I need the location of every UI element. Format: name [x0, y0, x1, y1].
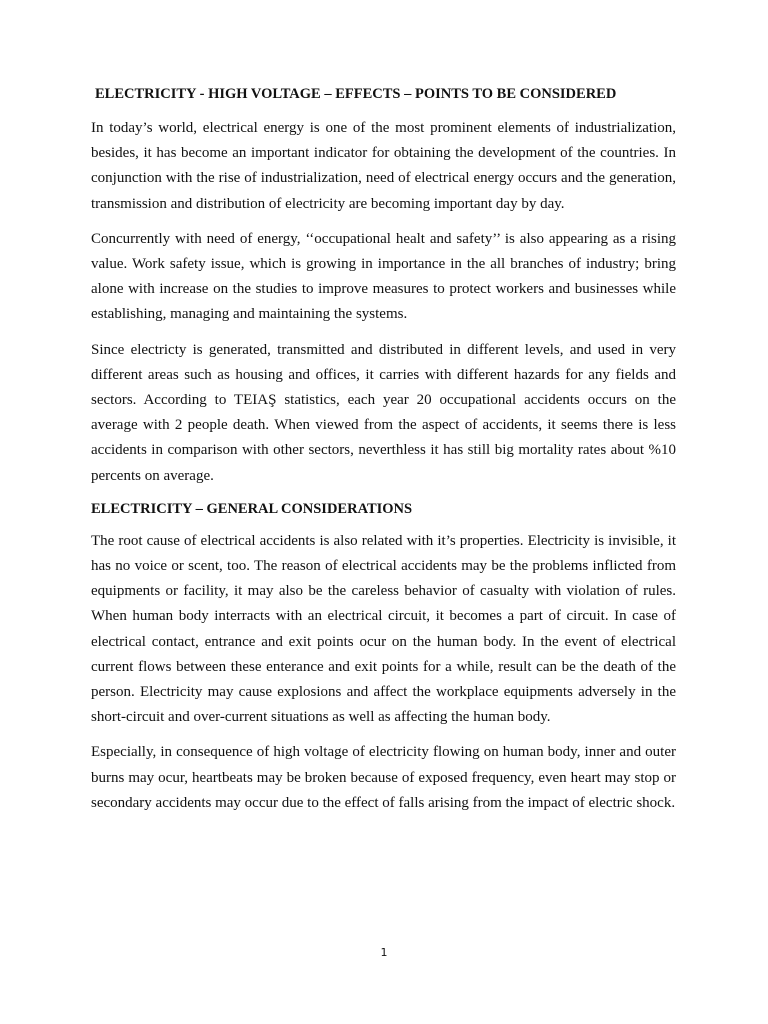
paragraph-industrialization: In today’s world, electrical energy is one of the most prominent elements of industrialization, besides, it has become an important indicator for obtaining the development of the countries. In conjunction with the rise of industrialization, need of electrical energy occurs and the generation, transmission and distribution of electricity are becoming important day by day.	[91, 120, 676, 212]
page-number: 1	[380, 946, 388, 959]
paragraph-root-cause: The root cause of electrical accidents is also related with it’s properties. Electricity is invisible, it has no voice or scent, too. The reason of electrical accidents may be the problems inflicted from equipments or facility, it may also be the careless behavior of casualty with violation of rules. When human body interracts with an electrical circuit, it becomes a part of circuit. In case of electrical contact, entrance and exit points ocur on the human body. In the event of electrical current flows between these enterance and exit points for a while, result can be the death of the person. Electricity may cause explosions and affect the workplace equipments adversely in the short-circuit and over-current situations as well as affecting the human body.	[91, 532, 676, 726]
paragraph-high-voltage-effects: Especially, in consequence of high voltage of electricity flowing on human body, inner and outer burns may ocur, heartbeats may be broken because of exposed frequency, even heart may stop or secondary accidents may occur due to the effect of falls arising from the impact of electric shock.	[91, 744, 676, 811]
paragraph-statistics: Since electricty is generated, transmitted and distributed in different levels, and used in very different areas such as housing and offices, it carries with different hazards for any fields and sectors. According to TEIAŞ statistics, each year 20 occupational accidents occurs on the average with 2 people death. When viewed from the aspect of accidents, it seems there is less accidents in comparison with other sectors, neverthless it has still big mortality rates about %10 percents on average.	[91, 341, 676, 484]
document-title: ELECTRICITY - HIGH VOLTAGE – EFFECTS – POINTS TO BE CONSIDERED	[95, 86, 617, 102]
section-heading: ELECTRICITY – GENERAL CONSIDERATIONS	[91, 500, 413, 517]
paragraph-occupational-safety: Concurrently with need of energy, ‘‘occupational healt and safety’’ is also appearing as a rising value. Work safety issue, which is growing in importance in the all branches of industry; bring alone with increase on the studies to improve measures to protect workers and businesses while establishing, managing and maintaining the systems.	[91, 230, 676, 323]
document-page	[91, 84, 676, 826]
